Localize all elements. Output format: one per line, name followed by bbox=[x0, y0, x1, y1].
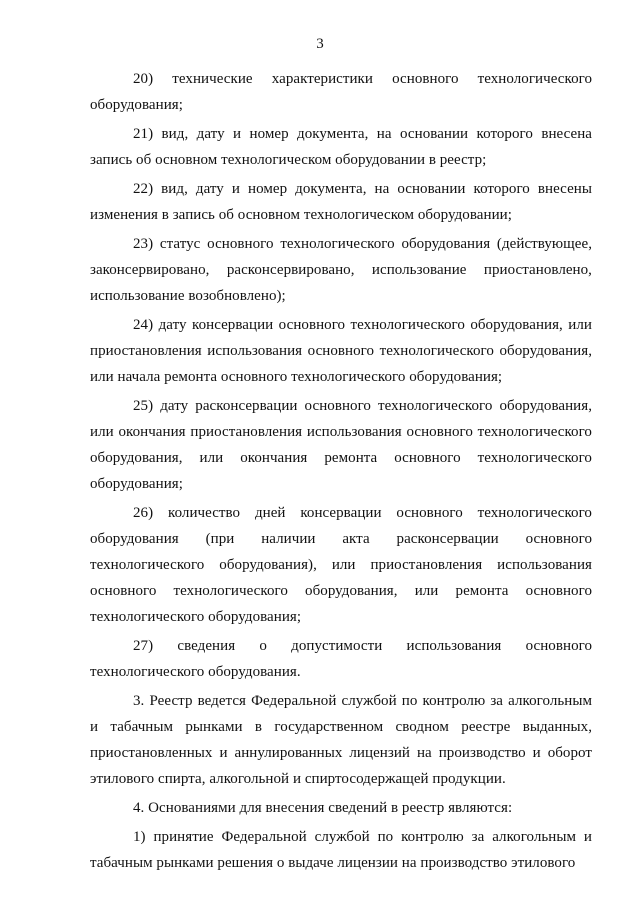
list-item-26: 26) количество дней консервации основного технологического оборудования (при наличии акта расконсервации основного технологического оборудования), или приостановления использования основного технологического оборудования, или ремонта основного технологического оборудования; bbox=[90, 505, 592, 625]
page-number: 3 bbox=[316, 36, 324, 52]
list-item-21: 21) вид, дату и номер документа, на основании которого внесена запись об основном технологическом оборудовании в реестр; bbox=[90, 126, 592, 168]
document-body bbox=[90, 66, 592, 879]
clause-4-grounds: 4. Основаниями для внесения сведений в реестр являются: bbox=[133, 800, 513, 816]
list-item-23: 23) статус основного технологического оборудования (действующее, законсервировано, расконсервировано, использование приостановлено, использование возобновлено); bbox=[90, 236, 592, 304]
list-item-20: 20) технические характеристики основного технологического оборудования; bbox=[90, 71, 592, 113]
list-item-27: 27) сведения о допустимости использования основного технологического оборудования. bbox=[90, 638, 592, 680]
clause-3-registry: 3. Реестр ведется Федеральной службой по контролю за алкогольным и табачным рынками в государственном сводном реестре выданных, приостановленных и аннулированных лицензий на производство и оборот этилового спирта, алкогольной и спиртосодержащей продукции. bbox=[90, 693, 592, 787]
clause-4-item-1: 1) принятие Федеральной службой по контролю за алкогольным и табачным рынками решения о выдаче лицензии на производство этилового bbox=[90, 829, 592, 871]
list-item-22: 22) вид, дату и номер документа, на основании которого внесены изменения в запись об основном технологическом оборудовании; bbox=[90, 181, 592, 223]
list-item-24: 24) дату консервации основного технологического оборудования, или приостановления использования основного технологического оборудования, или начала ремонта основного технологического оборудования; bbox=[90, 317, 592, 385]
list-item-25: 25) дату расконсервации основного технологического оборудования, или окончания приостановления использования основного технологического оборудования, или окончания ремонта основного технологического оборудования; bbox=[90, 398, 592, 492]
